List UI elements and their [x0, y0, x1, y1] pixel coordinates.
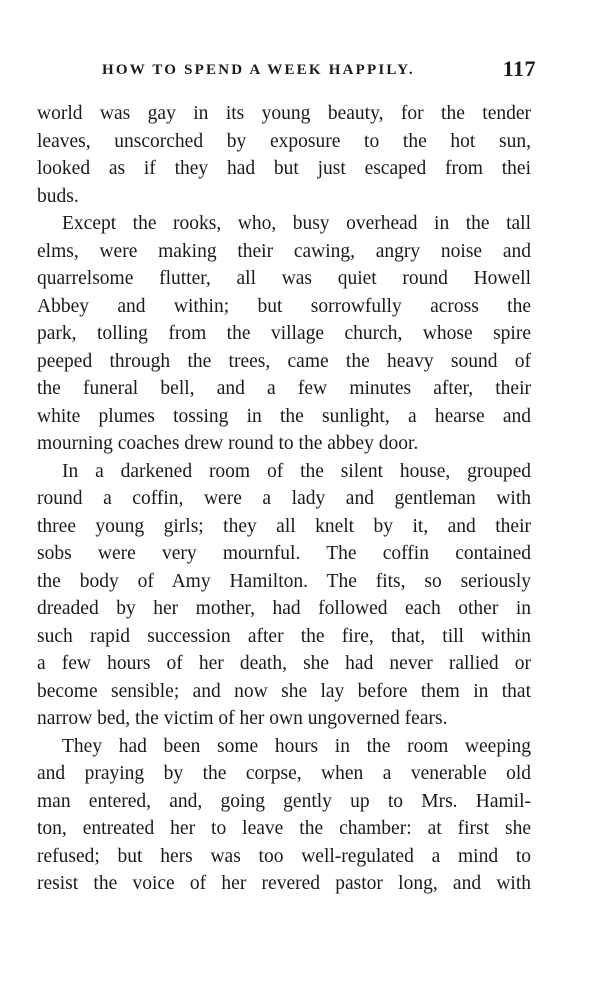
paragraph [37, 733, 531, 898]
text-line: sobs were very mournful. The coffin contained [37, 543, 531, 564]
paragraph [37, 458, 531, 733]
body-text [37, 100, 531, 898]
text-line: looked as if they had but just escaped from thei [37, 158, 531, 179]
text-line: resist the voice of her revered pastor long, and with [37, 873, 531, 894]
text-line: Abbey and within; but sorrowfully across the [37, 295, 531, 317]
text-line: man entered, and, going gently up to Mrs. Hamil- [37, 790, 531, 812]
text-line: narrow bed, the victim of her own ungoverned fears. [37, 708, 448, 729]
text-line: refused; but hers was too well-regulated a mind to [37, 845, 531, 867]
text-line: park, tolling from the village church, whose spire [37, 323, 531, 344]
text-line: peeped through the trees, came the heavy sound of [37, 350, 531, 372]
page-number: 117 [502, 56, 536, 81]
paragraph-continued [37, 100, 531, 210]
text-line: quarrelsome flutter, all was quiet round Howell [37, 268, 531, 289]
text-line: In a darkened room of the silent house, grouped [62, 460, 531, 482]
text-line: three young girls; they all knelt by it, and their [37, 515, 531, 537]
text-line: ton, entreated her to leave the chamber: at first she [37, 818, 531, 839]
text-line: world was gay in its young beauty, for the tender [37, 103, 531, 124]
text-line: leaves, unscorched by exposure to the hot sun, [37, 130, 531, 152]
text-line: buds. [37, 185, 79, 207]
text-line: Except the rooks, who, busy overhead in the tall [62, 213, 531, 234]
text-line: a few hours of her death, she had never rallied or [37, 653, 531, 674]
text-line: and praying by the corpse, when a venerable old [37, 763, 531, 784]
paragraph [37, 210, 531, 458]
text-line: They had been some hours in the room weeping [62, 735, 531, 757]
text-line: such rapid succession after the fire, that, till within [37, 625, 531, 647]
text-line: the funeral bell, and a few minutes after, their [37, 378, 531, 399]
text-line: the body of Amy Hamilton. The fits, so seriously [37, 570, 531, 592]
text-line: dreaded by her mother, had followed each other in [37, 598, 531, 619]
text-line: become sensible; and now she lay before them in that [37, 680, 531, 702]
text-line: elms, were making their cawing, angry noise and [37, 240, 531, 262]
running-title: HOW TO SPEND A WEEK HAPPILY. [102, 62, 415, 78]
running-head [36, 56, 536, 88]
text-line: white plumes tossing in the sunlight, a hearse and [37, 405, 531, 427]
text-line: round a coffin, were a lady and gentleman with [37, 488, 531, 509]
text-line: mourning coaches drew round to the abbey door. [37, 433, 419, 454]
